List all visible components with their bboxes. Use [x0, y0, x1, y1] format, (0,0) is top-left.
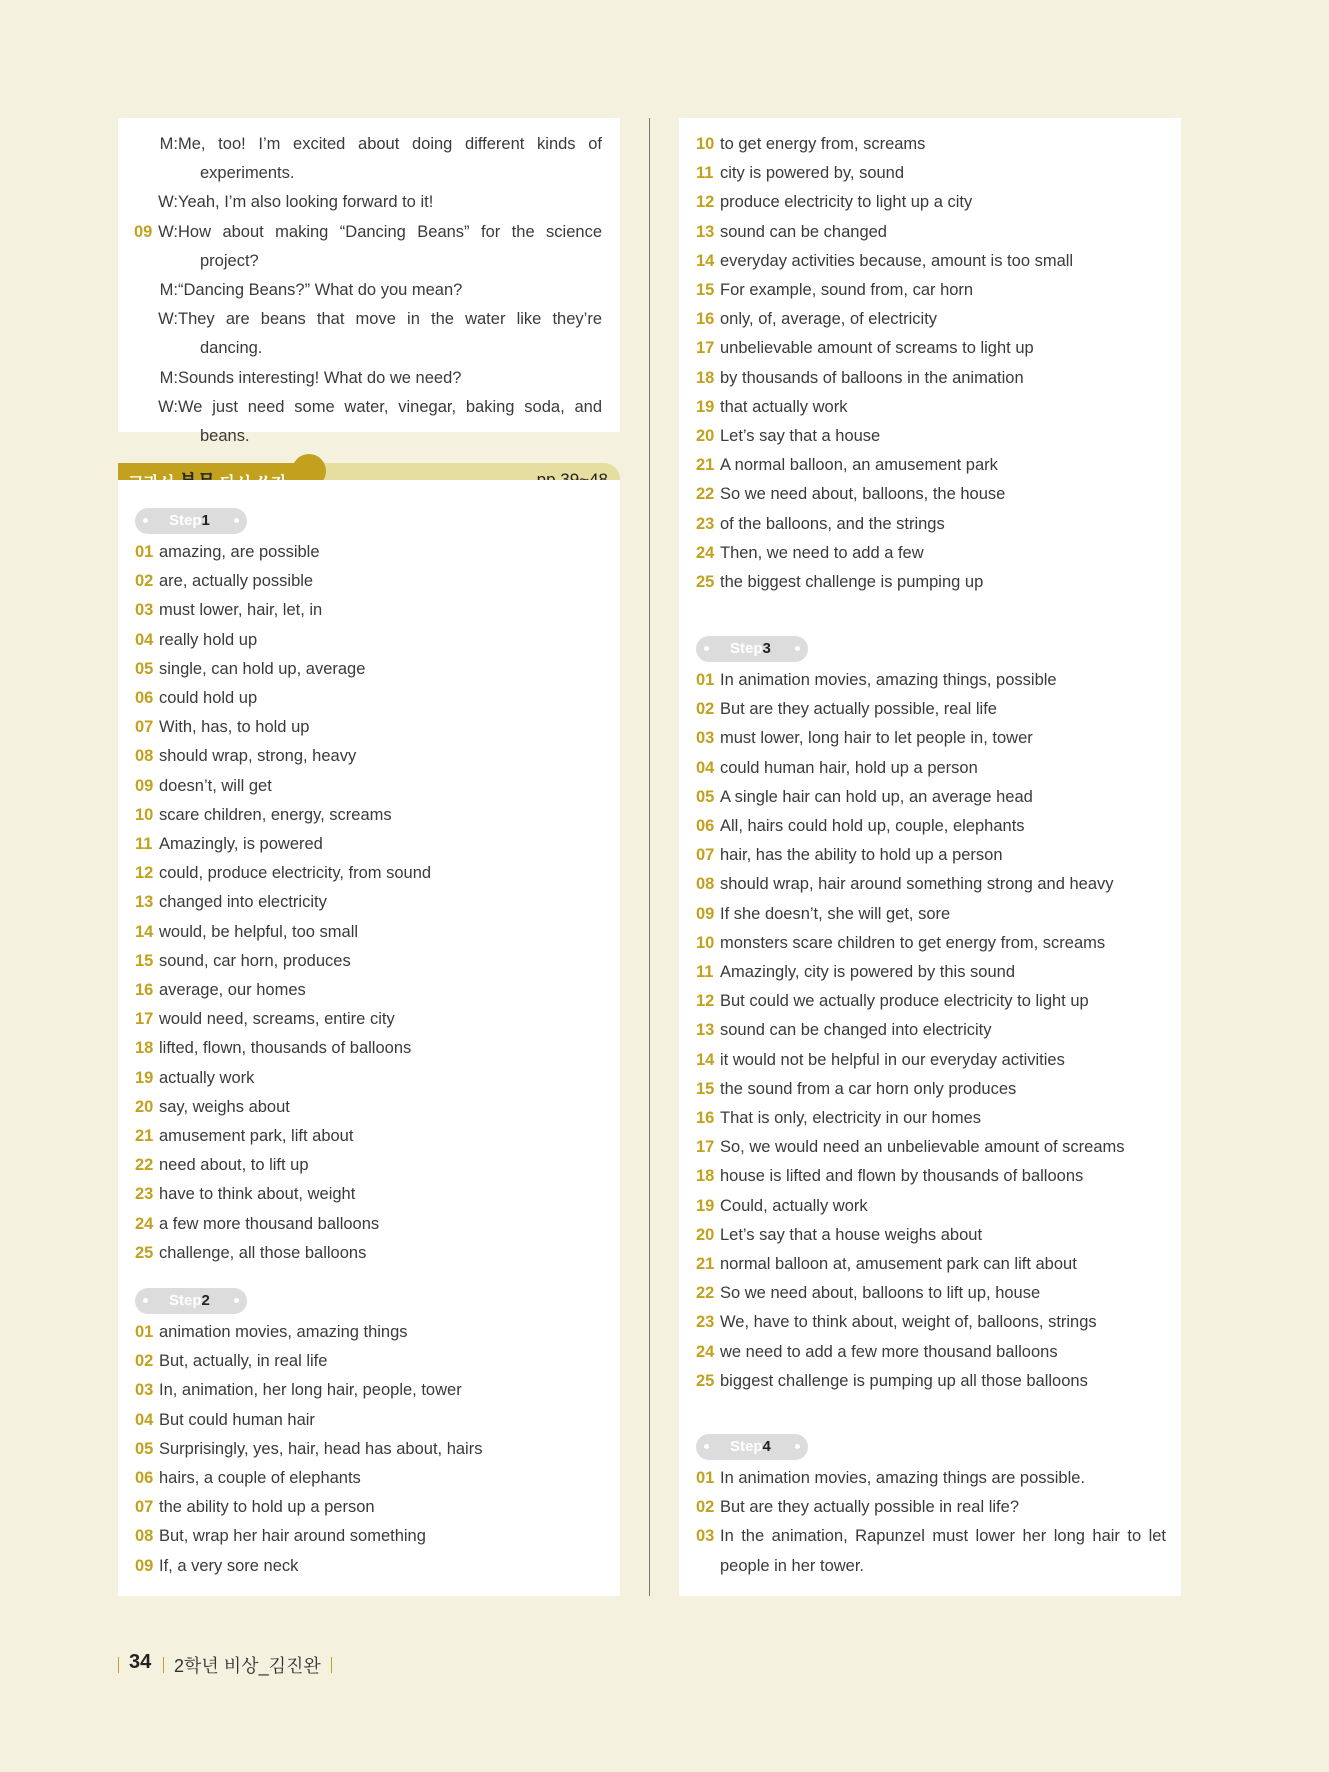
item-number: 08	[135, 1527, 154, 1546]
item-number: 07	[135, 718, 154, 737]
list-item	[696, 480, 1166, 509]
item-text: should wrap, hair around something strong and heavy	[720, 875, 1114, 894]
item-text: doesn’t, will get	[159, 776, 272, 795]
item-number: 05	[135, 1439, 154, 1458]
item-number: 02	[135, 572, 154, 591]
column-divider	[649, 118, 650, 1596]
item-text: to get energy from, screams	[720, 135, 926, 153]
item-number: 25	[696, 573, 715, 592]
list-item	[696, 130, 1166, 159]
item-number: 21	[696, 1255, 715, 1274]
dialogue-line	[134, 218, 602, 276]
list-item	[696, 812, 1166, 841]
item-text: need about, to lift up	[159, 1156, 309, 1175]
item-number: 07	[696, 846, 715, 865]
item-number: 22	[696, 485, 715, 504]
list-item	[135, 596, 605, 625]
list-item	[135, 538, 605, 567]
item-number: 24	[696, 1342, 715, 1361]
item-number: 06	[135, 1469, 154, 1488]
item-number: 19	[696, 397, 715, 416]
item-text: But are they actually possible, real life	[720, 700, 997, 719]
list-item	[696, 987, 1166, 1016]
item-number: 14	[135, 922, 154, 941]
dialogue-text: We just need some water, vinegar, baking soda, and beans.	[178, 397, 602, 446]
list-item	[696, 695, 1166, 724]
item-number: 17	[696, 339, 715, 358]
item-text: With, has, to hold up	[159, 718, 310, 737]
list-item	[135, 859, 605, 888]
list-item	[135, 772, 605, 801]
list-item	[135, 1180, 605, 1209]
item-number: 19	[135, 1068, 154, 1087]
item-text: Let’s say that a house weighs about	[720, 1225, 983, 1244]
list-item	[135, 1005, 605, 1034]
list-item	[135, 1376, 605, 1405]
list-item	[696, 159, 1166, 188]
list-item	[135, 1347, 605, 1376]
item-number: 16	[696, 1109, 715, 1128]
list-item	[135, 1093, 605, 1122]
list-item	[696, 958, 1166, 987]
item-text: of the balloons, and the strings	[720, 514, 945, 533]
item-text: must lower, hair, let, in	[159, 601, 323, 620]
item-number: 16	[696, 310, 715, 329]
item-text: single, can hold up, average	[159, 659, 366, 678]
list-item	[696, 1221, 1166, 1250]
item-text: So we need about, balloons to lift up, house	[720, 1284, 1041, 1303]
item-text: Let’s say that a house	[720, 427, 881, 446]
item-text: In animation movies, amazing things, possible	[720, 671, 1057, 689]
list-item	[135, 655, 605, 684]
item-number: 03	[135, 1381, 154, 1400]
right-answer-panel	[679, 118, 1181, 1596]
step-2-list-left	[135, 1318, 605, 1581]
dialogue-text: Yeah, I’m also looking forward to it!	[178, 193, 434, 212]
item-text: sound, car horn, produces	[159, 951, 351, 970]
dialogue-line	[134, 130, 602, 188]
dialogue-text: Sounds interesting! What do we need?	[178, 368, 462, 387]
item-text: But, wrap her hair around something	[159, 1527, 426, 1546]
list-item	[135, 1034, 605, 1063]
item-text: by thousands of balloons in the animation	[720, 368, 1024, 387]
item-text: city is powered by, sound	[720, 164, 905, 183]
list-item	[696, 870, 1166, 899]
item-text: have to think about, weight	[159, 1185, 356, 1204]
item-number: 17	[696, 1138, 715, 1157]
item-number: 08	[135, 747, 154, 766]
dialogue-panel	[118, 118, 620, 446]
item-text: Then, we need to add a few	[720, 543, 924, 562]
item-number: 08	[696, 875, 715, 894]
list-item	[696, 568, 1166, 597]
item-text: amazing, are possible	[159, 543, 320, 561]
list-item	[696, 539, 1166, 568]
item-text: sound can be changed into electricity	[720, 1021, 992, 1040]
item-text: the biggest challenge is pumping up	[720, 573, 984, 592]
list-item	[135, 1493, 605, 1522]
item-number: 16	[135, 981, 154, 1000]
item-number: 13	[135, 893, 154, 912]
item-text: We, have to think about, weight of, balloons, strings	[720, 1313, 1097, 1332]
dialogue-line	[134, 188, 602, 217]
item-number: 04	[135, 1410, 154, 1429]
step-2-list-right	[696, 130, 1166, 597]
left-answer-panel	[118, 480, 620, 1596]
item-number: 02	[696, 1498, 715, 1517]
list-item	[696, 305, 1166, 334]
item-text: For example, sound from, car horn	[720, 281, 974, 300]
item-number: 23	[135, 1185, 154, 1204]
item-text: only, of, average, of electricity	[720, 310, 938, 329]
item-text: that actually work	[720, 397, 848, 416]
list-item	[135, 1151, 605, 1180]
step-1-badge: Step1	[135, 508, 247, 534]
list-item	[696, 1493, 1166, 1522]
item-number: 04	[135, 630, 154, 649]
item-number: 05	[135, 659, 154, 678]
list-item	[696, 510, 1166, 539]
list-item	[696, 364, 1166, 393]
item-number: 14	[696, 251, 715, 270]
list-item	[135, 742, 605, 771]
item-number: 07	[135, 1498, 154, 1517]
list-item	[696, 422, 1166, 451]
item-text: biggest challenge is pumping up all those balloons	[720, 1371, 1088, 1390]
item-text: So, we would need an unbelievable amount of screams	[720, 1138, 1125, 1157]
list-item	[135, 684, 605, 713]
item-text: lifted, flown, thousands of balloons	[159, 1039, 412, 1058]
item-text: it would not be helpful in our everyday activities	[720, 1050, 1065, 1069]
item-text: Surprisingly, yes, hair, head has about, hairs	[159, 1439, 483, 1458]
speaker-label: W:	[158, 193, 178, 212]
list-item	[696, 1104, 1166, 1133]
item-number: 02	[696, 700, 715, 719]
list-item	[135, 830, 605, 859]
item-number: 12	[696, 193, 715, 212]
item-number: 20	[696, 1225, 715, 1244]
item-number: 11	[696, 164, 714, 183]
list-item	[696, 451, 1166, 480]
step-2-badge: Step2	[135, 1288, 247, 1314]
item-text: In, animation, her long hair, people, tower	[159, 1381, 462, 1400]
item-text: house is lifted and flown by thousands of balloons	[720, 1167, 1084, 1186]
item-text: the ability to hold up a person	[159, 1498, 375, 1517]
list-item	[135, 1210, 605, 1239]
list-item	[135, 918, 605, 947]
item-text: sound can be changed	[720, 222, 887, 241]
list-item	[696, 393, 1166, 422]
item-text: could human hair, hold up a person	[720, 758, 978, 777]
list-item	[696, 724, 1166, 753]
item-number: 23	[696, 514, 715, 533]
item-number: 11	[696, 963, 714, 982]
book-title: 2학년 비상_김진완	[174, 1656, 321, 1676]
item-text: challenge, all those balloons	[159, 1243, 367, 1262]
item-text: must lower, long hair to let people in, tower	[720, 729, 1033, 748]
list-item	[696, 334, 1166, 363]
list-item	[696, 247, 1166, 276]
item-number: 11	[135, 835, 153, 854]
dialogue-number: 09	[134, 222, 153, 241]
item-number: 05	[696, 787, 715, 806]
item-number: 19	[696, 1196, 715, 1215]
item-text: should wrap, strong, heavy	[159, 747, 357, 766]
item-text: average, our homes	[159, 981, 306, 1000]
list-item	[135, 713, 605, 742]
item-text: amusement park, lift about	[159, 1127, 354, 1146]
item-number: 18	[696, 368, 715, 387]
item-number: 01	[135, 1323, 154, 1341]
list-item	[696, 1075, 1166, 1104]
item-text: All, hairs could hold up, couple, elephants	[720, 817, 1025, 836]
item-number: 22	[135, 1156, 154, 1175]
list-item	[696, 1308, 1166, 1337]
item-number: 04	[696, 758, 715, 777]
item-text: hairs, a couple of elephants	[159, 1469, 361, 1488]
item-text: we need to add a few more thousand balloons	[720, 1342, 1058, 1361]
item-number: 20	[696, 427, 715, 446]
item-text: could hold up	[159, 689, 258, 708]
dialogue-line	[134, 276, 602, 305]
item-text: So we need about, balloons, the house	[720, 485, 1006, 504]
list-item	[696, 1250, 1166, 1279]
item-number: 03	[135, 601, 154, 620]
item-number: 21	[696, 456, 715, 475]
item-text: actually work	[159, 1068, 255, 1087]
speaker-label: W:	[158, 310, 178, 329]
list-item	[696, 1133, 1166, 1162]
item-text: That is only, electricity in our homes	[720, 1109, 982, 1128]
item-number: 12	[135, 864, 154, 883]
item-text: unbelievable amount of screams to light up	[720, 339, 1034, 358]
list-item	[135, 1464, 605, 1493]
item-number: 15	[696, 281, 715, 300]
list-item	[696, 783, 1166, 812]
list-item	[696, 188, 1166, 217]
item-number: 09	[135, 776, 154, 795]
item-text: Could, actually work	[720, 1196, 868, 1215]
list-item	[135, 888, 605, 917]
item-number: 25	[135, 1243, 154, 1262]
speaker-label: M:	[159, 135, 178, 153]
speaker-label: M:	[159, 281, 178, 300]
list-item	[696, 929, 1166, 958]
step-4-badge: Step4	[696, 1434, 808, 1460]
item-text: But could we actually produce electricity to light up	[720, 992, 1089, 1011]
item-text: But, actually, in real life	[159, 1352, 328, 1371]
item-text: If she doesn’t, she will get, sore	[720, 904, 951, 923]
page-number: 34	[129, 1651, 152, 1673]
list-item	[135, 567, 605, 596]
item-number: 24	[135, 1214, 154, 1233]
item-text: say, weighs about	[159, 1097, 290, 1116]
speaker-label: W:	[158, 222, 178, 241]
dialogue-list	[134, 130, 602, 451]
dialogue-text: How about making “Dancing Beans” for the science project?	[178, 222, 602, 270]
list-item	[696, 276, 1166, 305]
list-item	[696, 754, 1166, 783]
list-item	[696, 1046, 1166, 1075]
list-item	[696, 1338, 1166, 1367]
item-number: 13	[696, 1021, 715, 1040]
list-item	[135, 976, 605, 1005]
list-item	[696, 218, 1166, 247]
dialogue-line	[134, 305, 602, 363]
item-text: could, produce electricity, from sound	[159, 864, 432, 883]
item-number: 01	[696, 671, 715, 689]
item-text: really hold up	[159, 630, 258, 649]
item-number: 18	[696, 1167, 715, 1186]
item-text: produce electricity to light up a city	[720, 193, 973, 212]
item-text: would need, screams, entire city	[159, 1010, 395, 1029]
list-item	[696, 1522, 1166, 1580]
item-text: A single hair can hold up, an average head	[720, 787, 1033, 806]
item-number: 10	[696, 135, 715, 153]
item-number: 25	[696, 1371, 715, 1390]
item-number: 20	[135, 1097, 154, 1116]
item-number: 01	[135, 543, 154, 561]
item-text: hair, has the ability to hold up a person	[720, 846, 1003, 865]
list-item	[696, 900, 1166, 929]
item-number: 03	[696, 729, 715, 748]
step-4-list	[696, 1464, 1166, 1581]
item-text: the sound from a car horn only produces	[720, 1079, 1017, 1098]
item-number: 22	[696, 1284, 715, 1303]
step-3-list	[696, 666, 1166, 1396]
item-number: 13	[696, 222, 715, 241]
item-number: 10	[135, 805, 154, 824]
speaker-label: M:	[159, 368, 178, 387]
speaker-label: W:	[158, 397, 178, 416]
step-3-badge: Step3	[696, 636, 808, 662]
dialogue-text: Me, too! I’m excited about doing different kinds of experiments.	[178, 135, 602, 183]
dialogue-text: They are beans that move in the water like they’re dancing.	[178, 310, 602, 358]
item-number: 23	[696, 1313, 715, 1332]
item-text: Amazingly, city is powered by this sound	[720, 963, 1015, 982]
list-item	[135, 1435, 605, 1464]
dialogue-text: “Dancing Beans?” What do you mean?	[178, 281, 463, 300]
list-item	[696, 1464, 1166, 1493]
list-item	[135, 1122, 605, 1151]
list-item	[135, 1522, 605, 1551]
list-item	[135, 1239, 605, 1268]
step-1-list	[135, 538, 605, 1268]
item-number: 21	[135, 1127, 154, 1146]
list-item	[696, 1192, 1166, 1221]
item-number: 24	[696, 543, 715, 562]
item-number: 02	[135, 1352, 154, 1371]
list-item	[696, 1162, 1166, 1191]
list-item	[135, 947, 605, 976]
item-number: 12	[696, 992, 715, 1011]
list-item	[696, 1279, 1166, 1308]
item-number: 17	[135, 1010, 154, 1029]
list-item	[696, 1016, 1166, 1045]
item-text: In animation movies, amazing things are possible.	[720, 1469, 1086, 1487]
list-item	[135, 1318, 605, 1347]
item-text: But could human hair	[159, 1410, 315, 1429]
dialogue-line	[134, 393, 602, 451]
item-text: are, actually possible	[159, 572, 314, 591]
item-text: animation movies, amazing things	[159, 1323, 408, 1341]
item-text: In the animation, Rapunzel must lower her long hair to let people in her tower.	[720, 1527, 1166, 1575]
list-item	[135, 1064, 605, 1093]
item-number: 09	[135, 1556, 154, 1575]
item-number: 10	[696, 933, 715, 952]
item-text: scare children, energy, screams	[159, 805, 392, 824]
list-item	[135, 626, 605, 655]
item-number: 01	[696, 1469, 715, 1487]
item-text: A normal balloon, an amusement park	[720, 456, 998, 475]
item-number: 15	[135, 951, 154, 970]
item-number: 15	[696, 1079, 715, 1098]
item-text: changed into electricity	[159, 893, 327, 912]
item-number: 14	[696, 1050, 715, 1069]
list-item	[135, 1406, 605, 1435]
item-text: everyday activities because, amount is too small	[720, 251, 1074, 270]
item-text: normal balloon at, amusement park can lift about	[720, 1255, 1077, 1274]
item-text: would, be helpful, too small	[159, 922, 359, 941]
item-text: a few more thousand balloons	[159, 1214, 380, 1233]
dialogue-line	[134, 364, 602, 393]
list-item	[135, 801, 605, 830]
list-item	[696, 841, 1166, 870]
item-text: monsters scare children to get energy from, screams	[720, 933, 1106, 952]
item-number: 18	[135, 1039, 154, 1058]
item-number: 09	[696, 904, 715, 923]
list-item	[696, 1367, 1166, 1396]
list-item	[135, 1552, 605, 1581]
item-number: 06	[696, 817, 715, 836]
item-text: Amazingly, is powered	[159, 835, 323, 854]
list-item	[696, 666, 1166, 695]
item-text: But are they actually possible in real life?	[720, 1498, 1019, 1517]
item-number: 03	[696, 1527, 715, 1546]
item-text: If, a very sore neck	[159, 1556, 299, 1575]
item-number: 06	[135, 689, 154, 708]
